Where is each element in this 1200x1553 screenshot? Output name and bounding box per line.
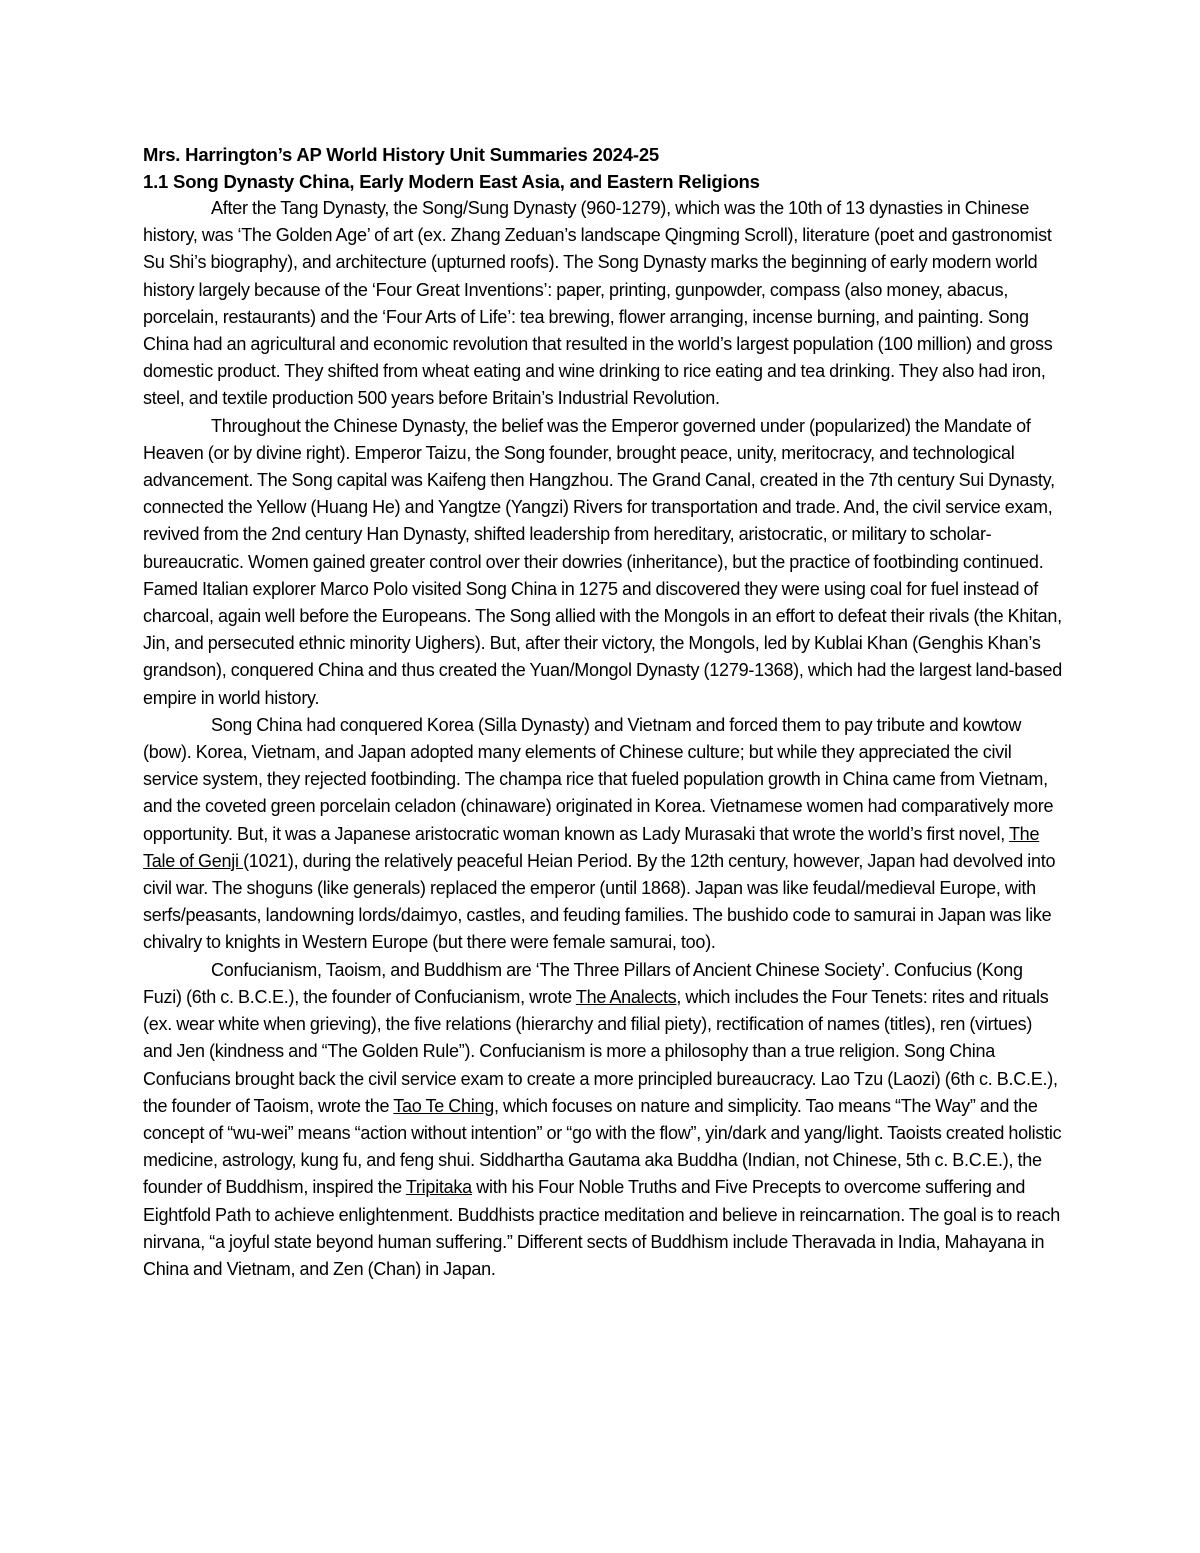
document-page: [143, 141, 1065, 1283]
paragraph-eastern-religions: [143, 957, 1065, 1283]
paragraph-text: with his Four Noble Truths and Five Precepts to overcome suffering and Eightfold Path to achieve enlightenment. Buddhists practice meditation and believe in reincarnation. The goal is to reach nirvana, “a joyful state beyond human suffering.” Different sects of Buddhism include Theravada in India, Mahayana in China and Vietnam, and Zen (Chan) in Japan.: [143, 1177, 1061, 1279]
paragraph-text: , which focuses on nature and simplicity. Tao means “The Way” and the concept of “wu-wei” means “action without intention” or “go with the flow”, yin/dark and yang/light. Taoists created holistic medicine, astrology, kung fu, and feng shui. Siddhartha Gautama aka Buddha (Indian, not Chinese, 5th c. B.C.E.), the founder of Buddhism, inspired the: [143, 1095, 1062, 1198]
paragraph-song-dynasty: After the Tang Dynasty, the Song/Sung Dynasty (960-1279), which was the 10th of 13 dynasties in Chinese history, was ‘The Golden Age’ of art (ex. Zhang Zeduan’s landscape Qingming Scroll), literature (poet and gastronomist Su Shi’s biography), and architecture (upturned roofs). The Song Dynasty marks the beginning of early modern world history largely because of the ‘Four Great Inventions’: paper, printing, gunpowder, compass (also money, abacus, porcelain, restaurants) and the ‘Four Arts of Life’: tea brewing, flower arranging, incense burning, and painting. Song China had an agricultural and economic revolution that resulted in the world’s largest population (100 million) and gross domestic product. They shifted from wheat eating and wine drinking to rice eating and tea drinking. They also had iron, steel, and textile production 500 years before Britain’s Industrial Revolution.: [143, 198, 1053, 409]
document-title: Mrs. Harrington’s AP World History Unit Summaries 2024-25: [143, 144, 659, 165]
section-heading: 1.1 Song Dynasty China, Early Modern East Asia, and Eastern Religions: [143, 171, 760, 192]
book-title-tale-of-genji: The Tale of Genji: [143, 823, 1040, 871]
paragraph-text: , which includes the Four Tenets: rites and rituals (ex. wear white when grieving), the five relations (hierarchy and filial piety), rectification of names (titles), ren (virtues) and Jen (kindness and “The Golden Rule”). Confucianism is more a philosophy than a true religion. Song China Confucians brought back the civil service exam to create a more principled bureaucracy. Lao Tzu (Laozi) (6th c. B.C.E.), the founder of Taoism, wrote the: [143, 986, 1058, 1116]
book-title-tao-te-ching: Tao Te Ching: [393, 1095, 494, 1116]
book-title-tripitaka: Tripitaka: [405, 1177, 472, 1198]
paragraph-text: Song China had conquered Korea (Silla Dynasty) and Vietnam and forced them to pay tribute and kowtow (bow). Korea, Vietnam, and Japan adopted many elements of Chinese culture; but while they appreciated the civil service system, they rejected footbinding. The champa rice that fueled population growth in China came from Vietnam, and the coveted green porcelain celadon (chinaware) originated in Korea. Vietnamese women had comparatively more opportunity. But, it was a Japanese aristocratic woman known as Lady Murasaki that wrote the world’s first novel,: [143, 714, 1054, 844]
paragraph-text: Confucianism, Taoism, and Buddhism are ‘The Three Pillars of Ancient Chinese Society’. Confucius (Kong Fuzi) (6th c. B.C.E.), the founder of Confucianism, wrote: [143, 959, 1023, 1007]
paragraph-text: (1021), during the relatively peaceful Heian Period. By the 12th century, however, Japan had devolved into civil war. The shoguns (like generals) replaced the emperor (until 1868). Japan was like feudal/medieval Europe, with serfs/peasants, landowning lords/daimyo, castles, and feuding families. The bushido code to samurai in Japan was like chivalry to knights in Western Europe (but there were female samurai, too).: [143, 850, 1056, 953]
paragraph-east-asia: [143, 712, 1065, 957]
paragraph-mandate-of-heaven: Throughout the Chinese Dynasty, the belief was the Emperor governed under (popularized) the Mandate of Heaven (or by divine right). Emperor Taizu, the Song founder, brought peace, unity, meritocracy, and technological advancement. The Song capital was Kaifeng then Hangzhou. The Grand Canal, created in the 7th century Sui Dynasty, connected the Yellow (Huang He) and Yangtze (Yangzi) Rivers for transportation and trade. And, the civil service exam, revived from the 2nd century Han Dynasty, shifted leadership from hereditary, aristocratic, or military to scholar-bureaucratic. Women gained greater control over their dowries (inheritance), but the practice of footbinding continued. Famed Italian explorer Marco Polo visited Song China in 1275 and discovered they were using coal for fuel instead of charcoal, again well before the Europeans. The Song allied with the Mongols in an effort to defeat their rivals (the Khitan, Jin, and persecuted ethnic minority Uighers). But, after their victory, the Mongols, led by Kublai Khan (Genghis Khan’s grandson), conquered China and thus created the Yuan/Mongol Dynasty (1279-1368), which had the largest land-based empire in world history.: [143, 415, 1063, 708]
book-title-analects: The Analects: [575, 986, 677, 1007]
